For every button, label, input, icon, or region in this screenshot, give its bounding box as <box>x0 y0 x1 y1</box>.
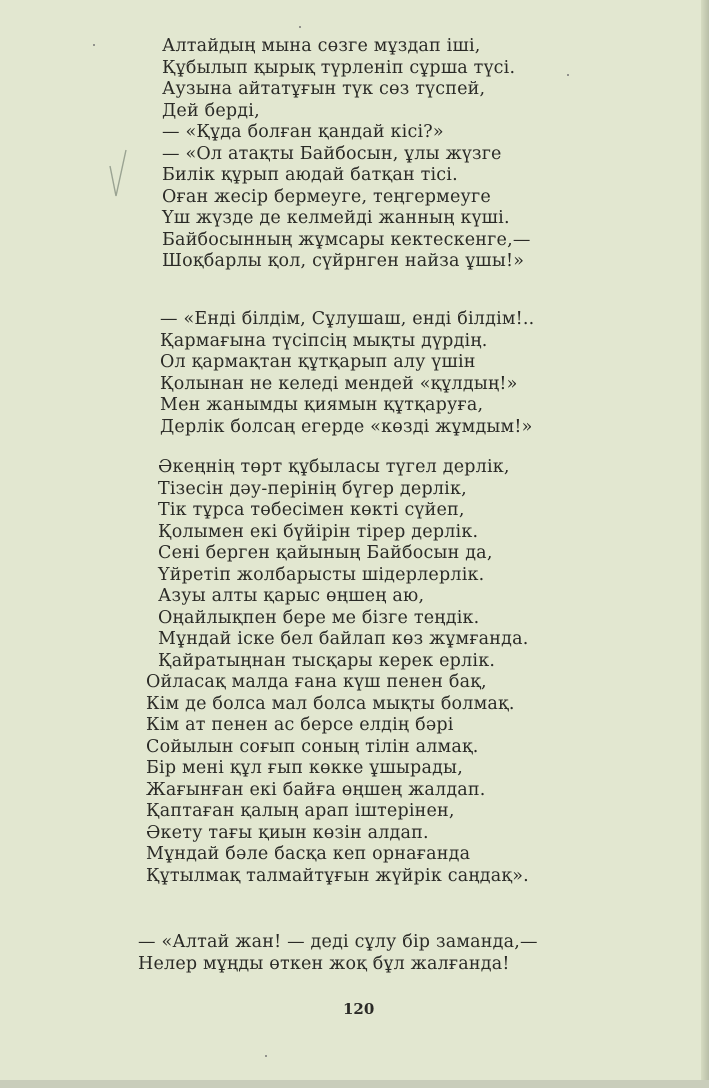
stanza-4 <box>146 672 529 887</box>
speck <box>299 26 301 28</box>
verse-line: Ол қармақтан құтқарып алу үшін <box>160 352 476 373</box>
speck <box>93 44 95 46</box>
verse-line: Мен жанымды қиямын құтқаруға, <box>160 395 484 416</box>
verse-line: Әкету тағы қиын көзін алдап. <box>146 822 429 843</box>
verse-line: Кім де болса мал болса мықты болмақ. <box>146 693 515 714</box>
verse-line: Тік тұрса төбесімен көкті сүйеп, <box>158 500 465 521</box>
verse-line: Үш жүзде де келмейді жанның күші. <box>162 208 510 229</box>
verse-line: Қармағына түсіпсің мықты дүрдің. <box>160 330 488 351</box>
verse-line: Құтылмақ талмайтұғын жүйрік саңдақ». <box>146 865 529 886</box>
stanza-3 <box>158 457 529 672</box>
scan-bottom-edge <box>0 1080 709 1088</box>
stanza-5 <box>138 932 538 975</box>
verse-line: Әкеңнің төрт құбыласы түгел дерлік, <box>158 457 510 477</box>
stanza-1 <box>162 36 531 273</box>
verse-line: Қолынан не келеді мендей «құлдың!» <box>160 373 518 394</box>
verse-line: Мұндай бәле басқа кеп орнағанда <box>146 844 471 865</box>
verse-line: — «Алтай жан! — деді сұлу бір заманда,— <box>138 932 538 952</box>
verse-line: Қаптаған қалың арап іштерінен, <box>146 801 455 822</box>
stanza-2 <box>160 309 534 438</box>
verse-line: Алтайдың мына сөзге мұздап іші, <box>162 36 481 56</box>
verse-line: Билік құрып аюдай батқан тісі. <box>162 165 458 186</box>
verse-line: Қайратыңнан тысқары керек ерлік. <box>158 650 496 671</box>
verse-line: Байбосынның жұмсары кектескенге,— <box>162 229 531 250</box>
verse-line: Азуы алты қарыс өңшең аю, <box>158 586 425 607</box>
verse-line: Дерлік болсаң егерде «көзді жұмдым!» <box>160 416 533 437</box>
verse-line: Дей берді, <box>162 100 260 121</box>
verse-line: — «Енді білдім, Сұлушаш, енді білдім!.. <box>160 309 535 329</box>
verse-line: Ойласақ малда ғана күш пенен бақ, <box>146 672 487 692</box>
verse-line: Оңайлықпен бере ме бізге теңдік. <box>158 607 480 628</box>
speck <box>567 74 569 76</box>
verse-line: Мұндай іске бел байлап көз жұмғанда. <box>158 629 529 650</box>
pencil-check-mark-icon <box>108 148 128 204</box>
verse-line: Сойылын соғып соның тілін алмақ. <box>146 736 479 757</box>
verse-line: Сені берген қайының Байбосын да, <box>158 543 493 564</box>
page-number: 120 <box>343 1000 375 1018</box>
verse-line: Аузына айтатұғын түк сөз түспей, <box>162 79 486 100</box>
speck <box>265 1055 267 1057</box>
verse-line: Бір мені құл ғып көкке ұшырады, <box>146 758 463 779</box>
verse-line: Кім ат пенен ас берсе елдің бәрі <box>146 715 454 736</box>
verse-line: Құбылып қырық түрленіп сұрша түсі. <box>162 57 516 78</box>
verse-line: — «Ол атақты Байбосын, ұлы жүзге <box>162 143 502 164</box>
verse-line: — «Құда болған қандай кісі?» <box>162 122 444 143</box>
page-edge <box>701 0 709 1088</box>
verse-line: Тізесін дәу-перінің бүгер дерлік, <box>158 478 467 499</box>
verse-line: Шоқбарлы қол, сүйрнген найза ұшы!» <box>162 251 525 272</box>
verse-line: Қолымен екі бүйірін тірер дерлік. <box>158 521 479 542</box>
verse-line: Жағынған екі байға өңшең жалдап. <box>146 779 486 800</box>
verse-line: Үйретіп жолбарысты шідерлерлік. <box>158 564 485 585</box>
verse-line: Оған жесір бермеуге, теңгермеуге <box>162 186 491 207</box>
verse-line: Нелер мұңды өткен жоқ бұл жалғанда! <box>138 953 510 974</box>
